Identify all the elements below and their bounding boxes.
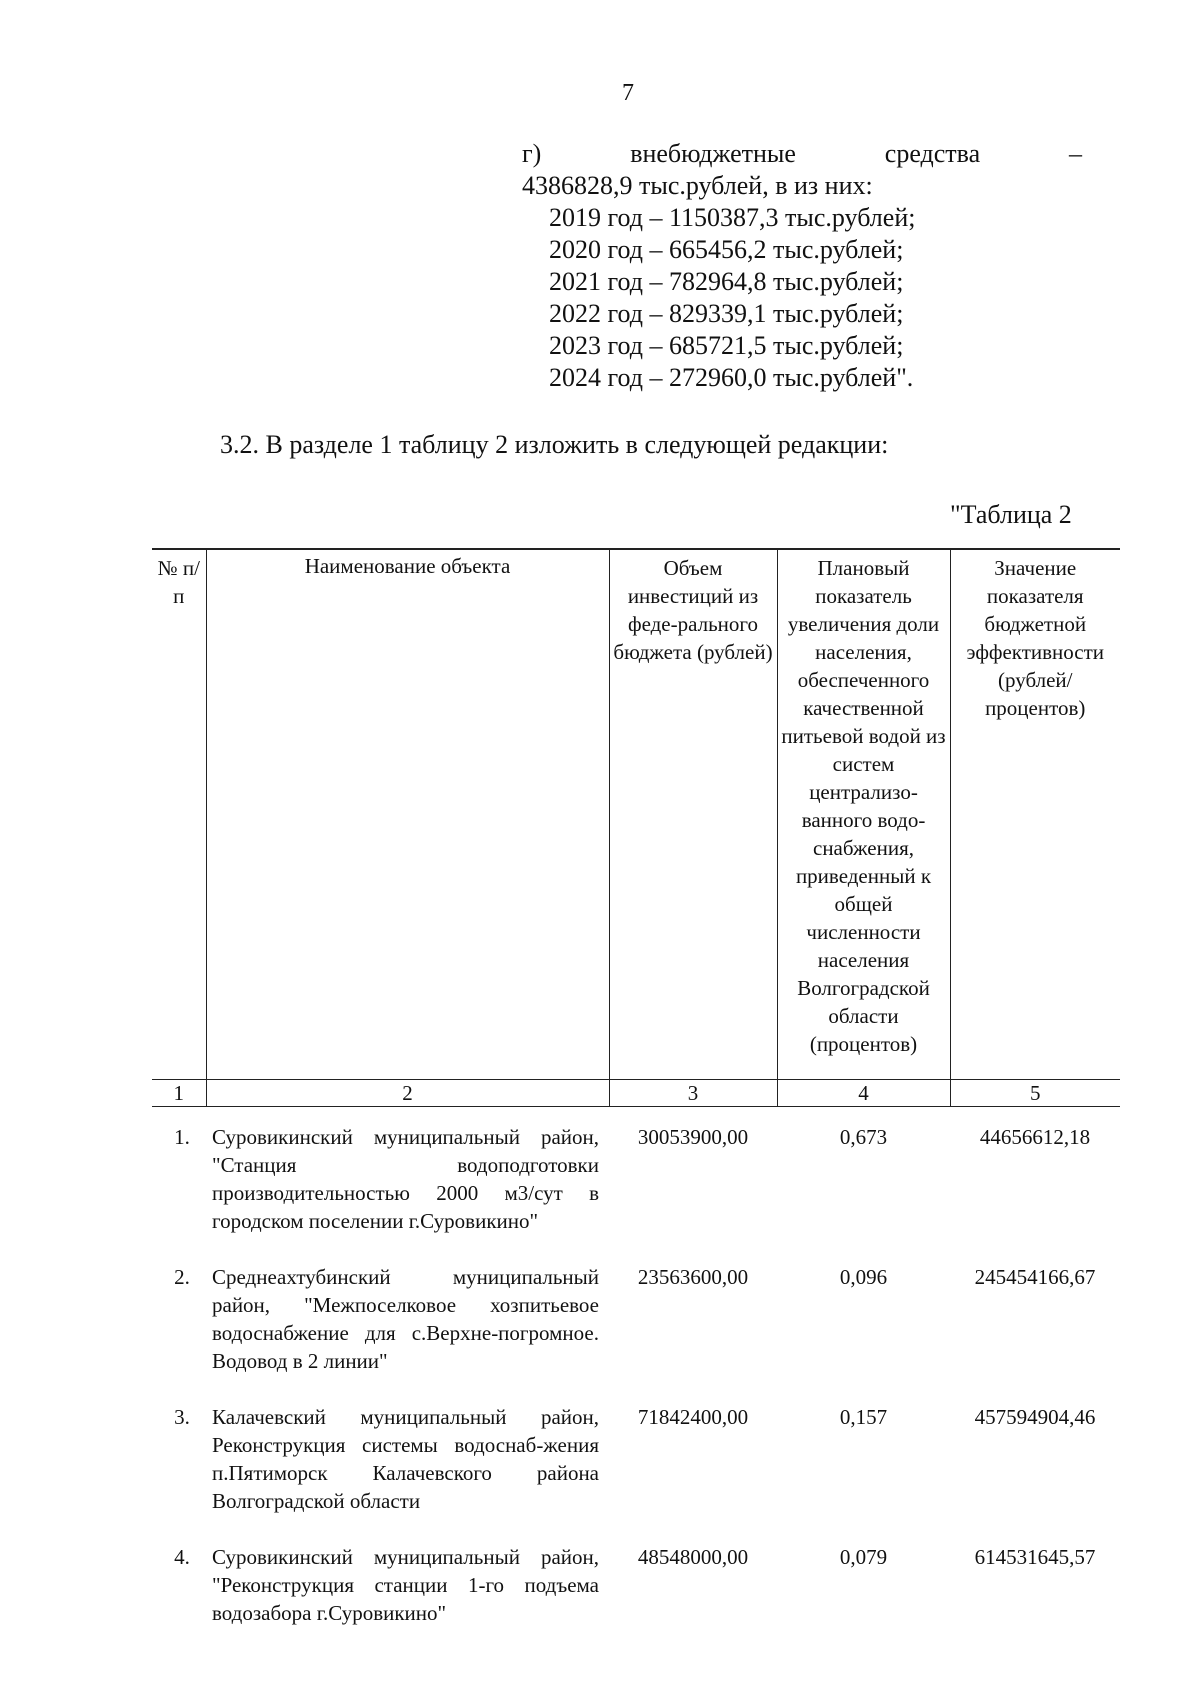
table-row: [152, 1527, 1120, 1667]
row-indicator: 0,096: [839, 1265, 888, 1289]
year-line: 2023 год – 685721,5 тыс.рублей;: [549, 331, 904, 360]
column-number: 5: [950, 1080, 1120, 1107]
row-efficiency: 245454166,67: [974, 1265, 1096, 1289]
year-line: 2019 год – 1150387,3 тыс.рублей;: [549, 203, 916, 232]
row-investment: 30053900,00: [637, 1125, 749, 1149]
header-object-name: Наименование объекта: [206, 549, 609, 1080]
row-number: 4.: [174, 1545, 190, 1569]
year-line: 2021 год – 782964,8 тыс.рублей;: [549, 267, 904, 296]
table-row: [152, 1107, 1120, 1248]
column-number: 4: [777, 1080, 950, 1107]
column-number: 2: [206, 1080, 609, 1107]
intro-line-1: [522, 138, 1082, 170]
row-indicator: 0,157: [839, 1405, 888, 1429]
row-investment: 48548000,00: [637, 1545, 749, 1569]
row-indicator: 0,673: [839, 1125, 888, 1149]
header-planned-indicator: Плановый показатель увеличения доли населения, обеспеченного качественной питьевой водой из систем централизо-ванного водо-снабжения, приведенный к общей численности населения Волгоградской области (процентов): [777, 549, 950, 1080]
row-number: 1.: [174, 1125, 190, 1149]
year-line: 2024 год – 272960,0 тыс.рублей".: [549, 363, 914, 392]
row-number: 3.: [174, 1405, 190, 1429]
intro-block: [522, 138, 1082, 394]
table-row: [152, 1247, 1120, 1387]
row-efficiency: 457594904,46: [974, 1405, 1096, 1429]
intro-line-1-part-a: г): [522, 139, 542, 168]
row-object-name: Суровикинский муниципальный район, "Реконструкция станции 1-го подъема водозабора г.Суровикино": [212, 1545, 599, 1625]
year-line: 2020 год – 665456,2 тыс.рублей;: [549, 235, 904, 264]
row-object-name: Суровикинский муниципальный район, "Станция водоподготовки производительностью 2000 м3/сут в городском поселении г.Суровикино": [212, 1125, 599, 1233]
row-efficiency: 614531645,57: [974, 1545, 1096, 1569]
row-investment: 23563600,00: [637, 1265, 749, 1289]
table-caption: "Таблица 2: [950, 500, 1072, 529]
row-object-name: Калачевский муниципальный район, Реконструкция системы водоснаб-жения п.Пятиморск Калачевского района Волгоградской области: [212, 1405, 599, 1513]
row-number: 2.: [174, 1265, 190, 1289]
table-header-row: [152, 549, 1120, 1080]
page-number: 7: [622, 80, 634, 106]
row-efficiency: 44656612,18: [979, 1125, 1091, 1149]
section-heading: 3.2. В разделе 1 таблицу 2 изложить в следующей редакции:: [220, 430, 889, 459]
intro-line-1-part-b: внебюджетные: [630, 139, 796, 168]
intro-line-2: 4386828,9 тыс.рублей, в из них:: [522, 171, 873, 200]
year-line: 2022 год – 829339,1 тыс.рублей;: [549, 299, 904, 328]
header-efficiency: Значение показателя бюджетной эффективности (рублей/ процентов): [950, 549, 1120, 1080]
row-indicator: 0,079: [839, 1545, 888, 1569]
header-number: № п/п: [152, 549, 206, 1080]
column-number: 1: [152, 1080, 206, 1107]
row-investment: 71842400,00: [637, 1405, 749, 1429]
row-object-name: Среднеахтубинский муниципальный район, "Межпоселковое хозпитьевое водоснабжение для с.Верхне-погромное. Водовод в 2 линии": [212, 1265, 599, 1373]
column-number: 3: [609, 1080, 777, 1107]
header-investment: Объем инвестиций из феде-рального бюджета (рублей): [609, 549, 777, 1080]
intro-line-1-part-d: –: [1069, 139, 1082, 168]
table-row: [152, 1387, 1120, 1527]
column-number-row: [152, 1080, 1120, 1107]
data-table: [152, 548, 1120, 1667]
intro-line-1-part-c: средства: [884, 139, 981, 168]
